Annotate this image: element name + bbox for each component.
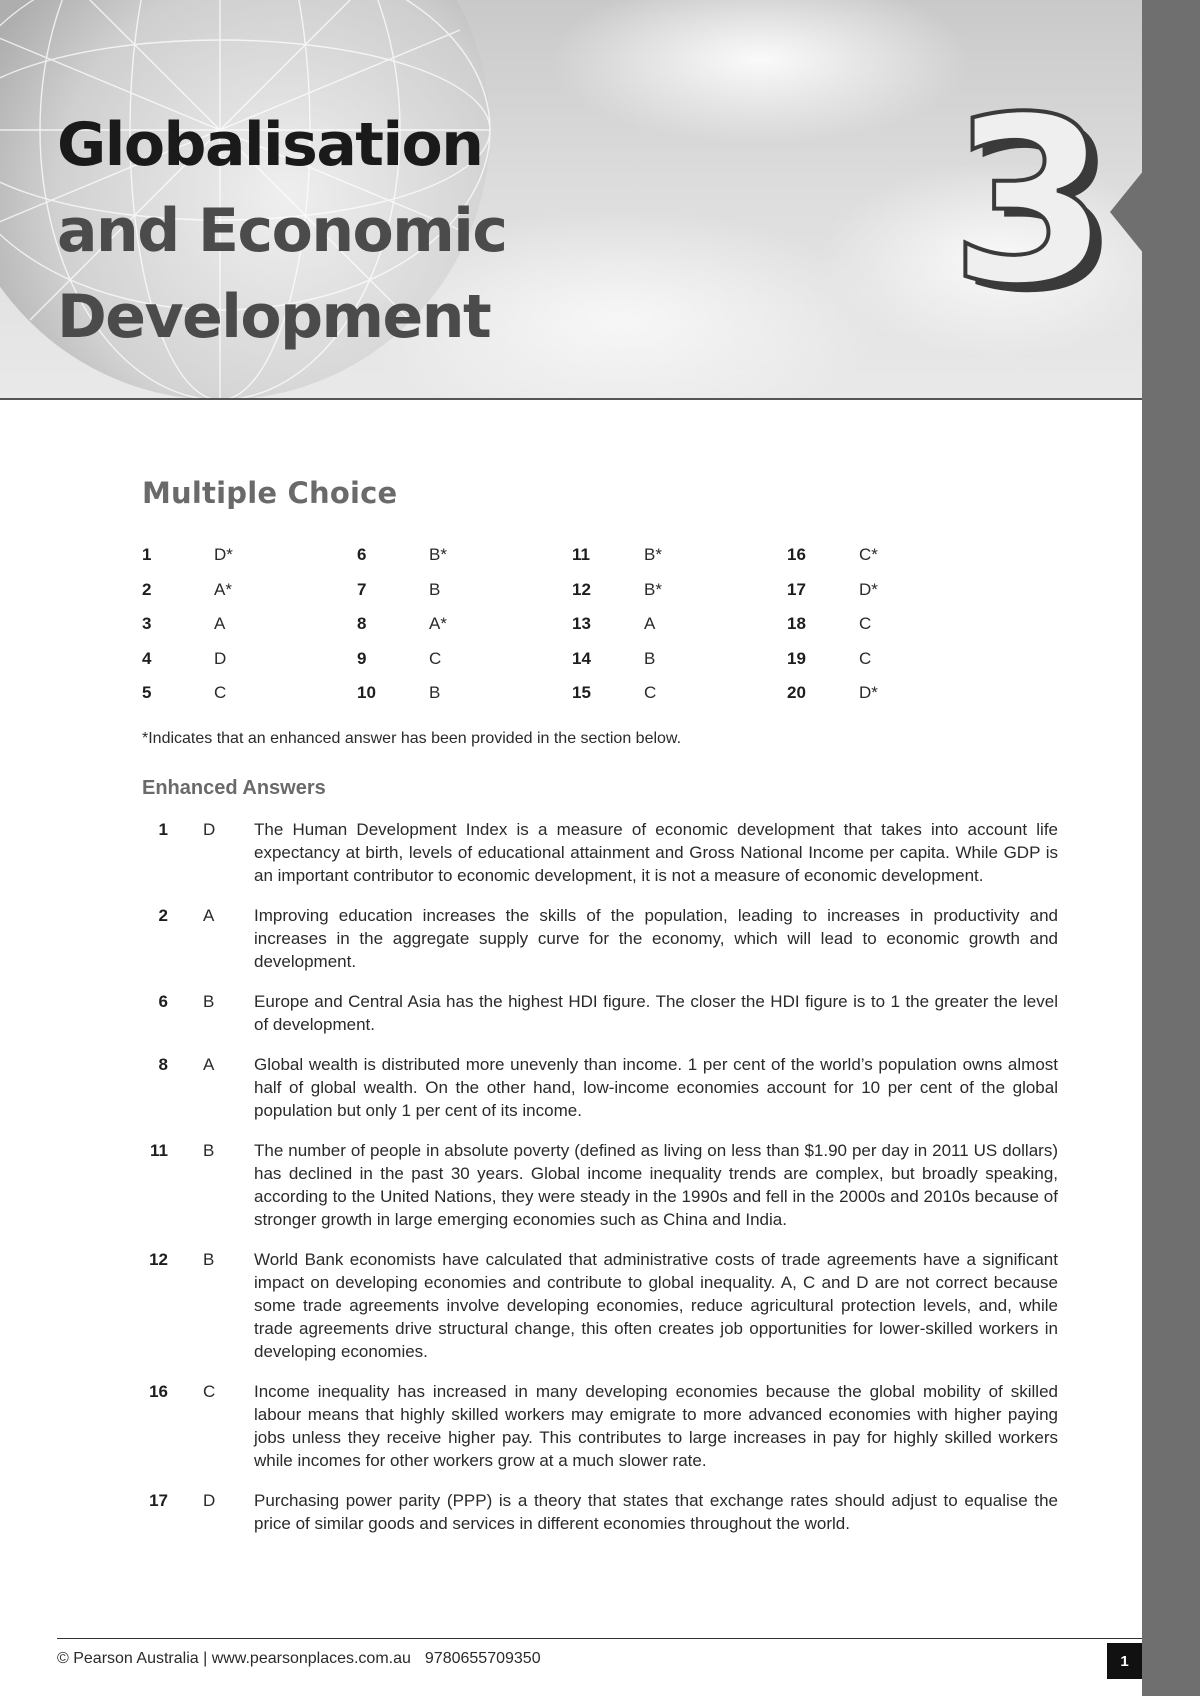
banner-divider	[0, 398, 1142, 400]
question-number: 14	[572, 648, 591, 668]
answer-row	[142, 642, 1002, 677]
question-number: 7	[357, 579, 367, 599]
answer-cell	[787, 683, 1002, 703]
chapter-title-line1: Globalisation	[57, 110, 483, 180]
answer-letter: A*	[429, 614, 447, 634]
answer-letter: C	[214, 683, 227, 703]
answer-letter: B	[429, 683, 441, 703]
answer-letter: C	[859, 614, 872, 634]
question-number: 17	[787, 579, 806, 599]
answer-letter: C	[203, 1382, 216, 1401]
question-number: 9	[357, 648, 367, 668]
enhanced-answer	[142, 1489, 1058, 1535]
answer-cell	[357, 545, 572, 565]
question-number: 17	[149, 1491, 168, 1510]
chapter-title	[57, 102, 506, 360]
enhanced-answer	[142, 1053, 1058, 1122]
answer-explanation: World Bank economists have calculated that administrative costs of trade agreements have a significant impact on developing economies and contribute to global inequality. A, C and D are not correct because some trade agreements involve developing economies, reduce agricultural protection levels, and, while trade agreements drive structural change, this often creates job opportunities for lower-skilled workers in developing economies.	[254, 1250, 1058, 1361]
question-number: 8	[158, 1055, 168, 1074]
enhanced-answer	[142, 990, 1058, 1036]
answer-cell	[357, 580, 572, 600]
answer-letter: A	[203, 906, 215, 925]
enhanced-answer	[142, 1139, 1058, 1231]
enhanced-answer	[142, 818, 1058, 887]
answer-row	[142, 607, 1002, 642]
answer-letter: D*	[859, 683, 878, 703]
answer-cell	[357, 649, 572, 669]
answer-letter: C	[429, 648, 442, 668]
question-number: 13	[572, 614, 591, 634]
question-number: 8	[357, 614, 367, 634]
answer-cell	[357, 683, 572, 703]
footer-isbn: 9780655709350	[424, 1650, 541, 1667]
footer	[57, 1650, 541, 1668]
answer-row	[142, 573, 1002, 608]
answer-cell	[787, 580, 1002, 600]
answer-letter: B	[203, 1250, 215, 1269]
answer-cell	[572, 580, 787, 600]
answer-letter: B*	[429, 545, 447, 565]
enhanced-answer	[142, 1380, 1058, 1472]
question-number: 1	[158, 820, 168, 839]
answer-cell	[142, 545, 357, 565]
answer-letter: D*	[859, 579, 878, 599]
answer-cell	[787, 614, 1002, 634]
question-number: 3	[142, 614, 152, 634]
answer-letter: B*	[644, 545, 662, 565]
answer-cell	[357, 614, 572, 634]
question-number: 4	[142, 648, 152, 668]
answer-letter: D	[203, 1491, 216, 1510]
answer-explanation: Global wealth is distributed more unevenly than income. 1 per cent of the world’s population owns almost half of global wealth. On the other hand, low-income economies account for 10 per cent of the global population but only 1 per cent of its income.	[254, 1055, 1058, 1120]
chapter-title-line2: and Economic	[57, 196, 507, 266]
answer-explanation: The Human Development Index is a measure of economic development that takes into account life expectancy at birth, levels of educational attainment and Gross National Income per capita. While GDP is an important contributor to economic development, it is not a measure of economic development.	[254, 820, 1058, 885]
answer-letter: B*	[644, 579, 662, 599]
answer-letter: B	[429, 579, 441, 599]
enhanced-answer-footnote: *Indicates that an enhanced answer has been provided in the section below.	[142, 730, 682, 747]
answer-letter: B	[203, 992, 215, 1011]
question-number: 19	[787, 648, 806, 668]
answer-cell	[572, 614, 787, 634]
answer-explanation: Income inequality has increased in many developing economies because the global mobility of skilled labour means that highly skilled workers may emigrate to more advanced economies with higher paying jobs unless they receive higher pay. This contributes to large increases in pay for highly skilled workers while incomes for other workers grow at a much slower rate.	[254, 1382, 1058, 1470]
answer-cell	[787, 649, 1002, 669]
question-number: 16	[149, 1382, 168, 1401]
answer-letter: C*	[859, 545, 878, 565]
answer-cell	[142, 580, 357, 600]
question-number: 2	[158, 906, 168, 925]
question-number: 6	[158, 992, 168, 1011]
answer-cell	[142, 683, 357, 703]
page-number: 1	[1107, 1643, 1142, 1679]
answer-row	[142, 676, 1002, 711]
enhanced-answer	[142, 904, 1058, 973]
answer-letter: A*	[214, 579, 232, 599]
side-bar	[1142, 0, 1200, 1696]
answer-cell	[142, 649, 357, 669]
chapter-banner	[0, 0, 1142, 398]
question-number: 12	[572, 579, 591, 599]
question-number: 5	[142, 683, 152, 703]
answer-cell	[572, 649, 787, 669]
multiple-choice-answer-grid	[142, 538, 1002, 711]
answer-cell	[142, 614, 357, 634]
multiple-choice-heading: Multiple Choice	[142, 476, 398, 510]
question-number: 11	[150, 1141, 168, 1160]
question-number: 11	[572, 545, 590, 565]
answer-explanation: Purchasing power parity (PPP) is a theory that states that exchange rates should adjust to equalise the price of similar goods and services in different economies throughout the world.	[254, 1491, 1058, 1533]
answer-letter: D*	[214, 545, 233, 565]
question-number: 12	[149, 1250, 168, 1269]
answer-letter: A	[203, 1055, 215, 1074]
answer-letter: C	[859, 648, 872, 668]
answer-cell	[787, 545, 1002, 565]
enhanced-answer	[142, 1248, 1058, 1363]
question-number: 10	[357, 683, 376, 703]
chapter-title-line3: Development	[57, 282, 491, 352]
footer-divider	[57, 1638, 1142, 1639]
question-number: 15	[572, 683, 591, 703]
question-number: 20	[787, 683, 806, 703]
answer-letter: C	[644, 683, 657, 703]
answer-explanation: The number of people in absolute poverty (defined as living on less than $1.90 per day in 2011 US dollars) has declined in the past 30 years. Global income inequality trends are complex, but broadly speaking, according to the United Nations, they were steady in the 1990s and fell in the 2000s and 2010s because of stronger growth in large emerging economies such as China and India.	[254, 1141, 1058, 1229]
enhanced-answers-list	[142, 818, 1058, 1552]
answer-explanation: Europe and Central Asia has the highest HDI figure. The closer the HDI figure is to 1 the greater the level of development.	[254, 992, 1058, 1034]
question-number: 1	[142, 545, 152, 565]
side-bar-notch	[1110, 170, 1144, 254]
answer-letter: D	[203, 820, 216, 839]
answer-letter: A	[214, 614, 226, 634]
answer-letter: D	[214, 648, 227, 668]
answer-cell	[572, 545, 787, 565]
footer-copyright: © Pearson Australia | www.pearsonplaces.com.au	[57, 1650, 411, 1667]
question-number: 18	[787, 614, 806, 634]
chapter-number: 3	[950, 69, 1111, 336]
answer-cell	[572, 683, 787, 703]
answer-explanation: Improving education increases the skills of the population, leading to increases in productivity and increases in the aggregate supply curve for the economy, which will lead to economic growth and development.	[254, 906, 1058, 971]
answer-letter: B	[644, 648, 656, 668]
question-number: 6	[357, 545, 367, 565]
enhanced-answers-heading: Enhanced Answers	[142, 777, 326, 799]
question-number: 16	[787, 545, 806, 565]
answer-letter: A	[644, 614, 656, 634]
answer-letter: B	[203, 1141, 215, 1160]
answer-row	[142, 538, 1002, 573]
question-number: 2	[142, 579, 152, 599]
